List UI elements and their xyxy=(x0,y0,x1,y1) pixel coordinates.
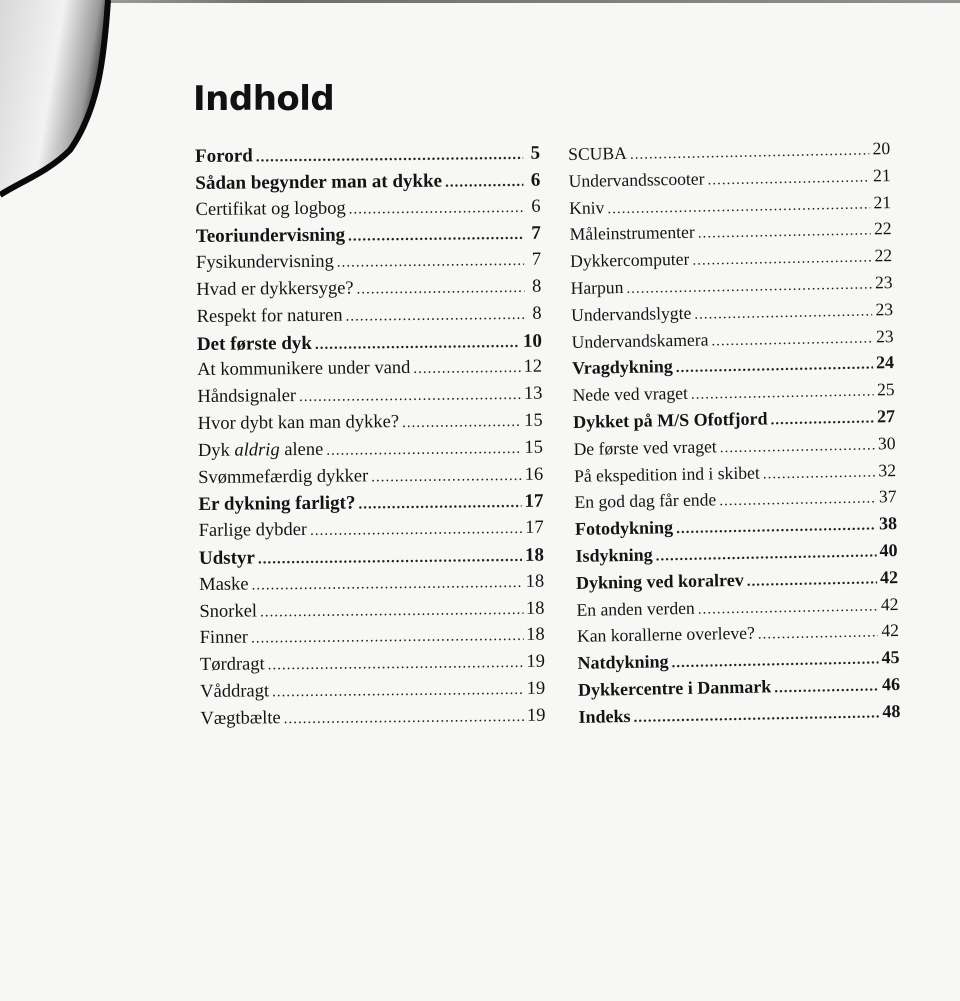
toc-entry xyxy=(195,169,540,199)
toc-entry-title: Kan korallerne overleve? xyxy=(576,623,755,647)
toc-entry-page-number: 18 xyxy=(525,571,545,592)
toc-entry-page-number: 13 xyxy=(523,383,543,405)
toc-entry-title: Respekt for naturen xyxy=(196,305,343,327)
toc-entry xyxy=(200,679,545,709)
toc-entry-title: Tørdragt xyxy=(199,654,265,676)
toc-entry-page-number: 17 xyxy=(524,491,544,513)
toc-entry-title: Vægtbælte xyxy=(200,707,281,729)
dot-leader xyxy=(445,174,523,192)
toc-entry-page-number: 22 xyxy=(874,245,893,266)
toc-entry-title: Det første dyk xyxy=(196,332,313,355)
toc-entry xyxy=(200,705,545,735)
dot-leader xyxy=(371,467,522,485)
toc-entry-title: Undervandslygte xyxy=(570,302,692,325)
toc-entry-page-number: 45 xyxy=(881,647,900,668)
toc-entry-page-number: 12 xyxy=(523,357,543,378)
toc-entry-page-number: 8 xyxy=(532,303,542,324)
dot-leader xyxy=(747,571,878,590)
toc-entry-page-number: 32 xyxy=(878,459,897,480)
toc-entry-page-number: 42 xyxy=(881,620,900,641)
toc-entry-page-number: 19 xyxy=(526,678,546,699)
toc-entry-page-number: 46 xyxy=(881,673,901,695)
toc-entry xyxy=(197,384,542,414)
dot-leader xyxy=(413,360,520,378)
toc-entry-page-number: 25 xyxy=(876,379,895,400)
toc-entry-title: Farlige dybder xyxy=(198,520,308,542)
toc-entry-title: Dykket på M/S Ofotfjord xyxy=(572,408,768,432)
toc-entry-page-number: 19 xyxy=(526,651,546,672)
toc-entry xyxy=(195,143,540,173)
toc-entry xyxy=(578,701,900,734)
toc-entry xyxy=(199,518,544,548)
toc-entry-title: Nede ved vraget xyxy=(572,383,689,406)
toc-entry xyxy=(196,223,541,253)
toc-entry xyxy=(196,196,541,226)
toc-entry-page-number: 30 xyxy=(877,432,896,454)
toc-entry-title: Svømmefærdig dykker xyxy=(198,465,369,488)
toc-entry-title: At kommunikere under vand xyxy=(197,358,411,381)
dot-leader xyxy=(655,544,876,565)
toc-entry-title: Finner xyxy=(199,627,249,649)
toc-entry-title: Hvor dybt kan man dykke? xyxy=(197,412,400,434)
toc-entry-page-number: 23 xyxy=(875,298,894,320)
toc-entry-page-number: 18 xyxy=(525,598,545,619)
dot-leader xyxy=(356,280,524,299)
toc-entry-title: Kniv xyxy=(568,196,605,218)
toc-entry xyxy=(197,357,542,387)
toc-entry-page-number: 8 xyxy=(532,276,542,297)
toc-entry xyxy=(200,625,545,655)
dot-leader xyxy=(260,601,523,621)
toc-entry-title: Hvad er dykkersyge? xyxy=(196,278,354,300)
toc-entry xyxy=(197,303,542,333)
toc-entry-page-number: 18 xyxy=(526,625,545,646)
dot-leader xyxy=(607,196,870,218)
toc-entry-page-number: 42 xyxy=(880,593,899,614)
toc-entry-title: Teoriundervisning xyxy=(195,224,346,248)
dot-leader xyxy=(256,147,523,167)
dot-leader xyxy=(402,414,521,432)
dot-leader xyxy=(763,464,876,483)
toc-entry-title: De første ved vraget xyxy=(573,436,717,459)
dot-leader xyxy=(310,521,522,540)
toc-entry-title: Indeks xyxy=(578,705,631,727)
toc-column-right xyxy=(568,138,901,733)
toc-entry xyxy=(200,652,545,682)
toc-entry-title: Fysikundervisning xyxy=(196,251,334,274)
toc-entry xyxy=(198,464,543,494)
dot-leader xyxy=(337,253,524,272)
toc-entry-page-number: 48 xyxy=(882,700,901,722)
toc-entry-page-number: 7 xyxy=(531,223,541,245)
toc-entry-page-number: 21 xyxy=(873,191,892,213)
dot-leader xyxy=(258,549,522,569)
toc-entry-title: Dykning ved koralrev xyxy=(575,569,744,593)
toc-entry-page-number: 17 xyxy=(525,517,544,539)
toc-column-left xyxy=(195,143,546,736)
toc-entry-title: Udstyr xyxy=(198,547,256,569)
toc-entry-title: Undervandsscooter xyxy=(568,168,705,191)
dot-leader xyxy=(676,518,876,539)
dot-leader xyxy=(345,307,524,326)
toc-entry-title: Måleinstrumenter xyxy=(569,222,695,245)
toc-entry xyxy=(197,330,542,360)
toc-entry-page-number: 42 xyxy=(879,566,899,588)
dot-leader xyxy=(626,276,872,297)
dot-leader xyxy=(326,441,521,460)
dot-leader xyxy=(758,625,879,644)
toc-entry-title: En god dag får ende xyxy=(574,489,717,513)
toc-entry xyxy=(198,491,543,521)
toc-entry-page-number: 5 xyxy=(530,142,541,164)
toc-entry-page-number: 18 xyxy=(524,544,545,566)
toc-entry-title: Er dykning farligt? xyxy=(198,492,356,516)
toc-entry-title: Certifikat og logbog xyxy=(195,198,346,220)
toc-entry-title: Natdykning xyxy=(577,651,669,674)
toc-entry-page-number: 7 xyxy=(531,249,542,270)
toc-entry-page-number: 15 xyxy=(524,410,543,431)
toc-entry-title: Dykkercentre i Danmark xyxy=(577,676,772,700)
dot-leader xyxy=(698,598,878,618)
toc-entry-title: SCUBA xyxy=(568,142,628,164)
toc-entry-page-number: 16 xyxy=(524,464,544,485)
toc-entry-title: Vragdykning xyxy=(571,356,673,379)
toc-entry-title: Dyk aldrig alene xyxy=(197,439,324,461)
toc-entry-page-number: 21 xyxy=(872,164,891,186)
dot-leader xyxy=(272,682,524,701)
toc-entry-page-number: 40 xyxy=(879,539,898,561)
page-curl-shadow xyxy=(0,0,120,210)
toc-entry-title: På ekspedition ind i skibet xyxy=(573,462,760,486)
dot-leader xyxy=(315,334,520,353)
dot-leader xyxy=(251,628,523,648)
toc-entry-title: Våddragt xyxy=(200,681,270,702)
toc-entry-page-number: 22 xyxy=(873,218,892,239)
dot-leader xyxy=(630,142,870,163)
dot-leader xyxy=(707,169,870,189)
dot-leader xyxy=(692,250,871,270)
toc-entry-page-number: 23 xyxy=(874,272,893,293)
dot-leader xyxy=(691,384,874,404)
toc-entry xyxy=(198,437,543,467)
toc-entry-title: Undervandskamera xyxy=(571,329,709,352)
toc-entry xyxy=(199,545,544,575)
toc-entry-page-number: 23 xyxy=(875,325,894,346)
dot-leader xyxy=(711,330,873,350)
dot-leader xyxy=(676,357,874,378)
dot-leader xyxy=(284,709,524,728)
dot-leader xyxy=(268,655,524,674)
toc-entry xyxy=(196,250,541,280)
toc-entry xyxy=(199,598,544,628)
toc-entry xyxy=(199,571,544,601)
toc-entry-page-number: 38 xyxy=(878,513,898,534)
toc-entry-page-number: 24 xyxy=(875,352,895,373)
toc-entry-page-number: 6 xyxy=(530,169,541,191)
toc-entry-page-number: 10 xyxy=(522,330,542,352)
toc-entry-title: Fotodykning xyxy=(574,517,674,540)
page-title: Indhold xyxy=(193,79,335,119)
toc-entry-title: En anden verden xyxy=(576,597,695,620)
dot-leader xyxy=(348,227,524,246)
dot-leader xyxy=(671,652,878,673)
dot-leader xyxy=(774,678,879,697)
page-edge-shadow xyxy=(100,0,960,3)
toc-entry-page-number: 20 xyxy=(872,138,891,159)
toc-entry xyxy=(196,277,541,307)
toc-entry-title: Håndsignaler xyxy=(197,386,297,408)
dot-leader xyxy=(349,199,524,218)
toc-entry-page-number: 19 xyxy=(526,705,546,726)
toc-entry-title: Sådan begynder man at dykke xyxy=(195,170,443,194)
dot-leader xyxy=(698,223,872,243)
toc-entry-page-number: 15 xyxy=(524,437,544,458)
dot-leader xyxy=(633,705,879,727)
dot-leader xyxy=(720,437,876,457)
toc-entry-page-number: 6 xyxy=(531,196,541,217)
dot-leader xyxy=(719,491,876,511)
dot-leader xyxy=(770,410,874,429)
toc-entry-title: Maske xyxy=(199,574,249,595)
toc-entry-page-number: 37 xyxy=(878,486,897,507)
dot-leader xyxy=(251,575,522,595)
toc-entry-title: Forord xyxy=(195,145,253,167)
toc-entry-title: Dykkercomputer xyxy=(569,248,690,272)
dot-leader xyxy=(358,495,521,514)
dot-leader xyxy=(299,387,521,406)
toc-entry xyxy=(198,411,543,441)
toc-entry-title: Isdykning xyxy=(575,544,653,566)
dot-leader xyxy=(694,303,872,323)
toc-entry-title: Harpun xyxy=(570,276,624,298)
toc-entry-page-number: 27 xyxy=(876,406,896,427)
toc-entry-title: Snorkel xyxy=(199,600,258,622)
